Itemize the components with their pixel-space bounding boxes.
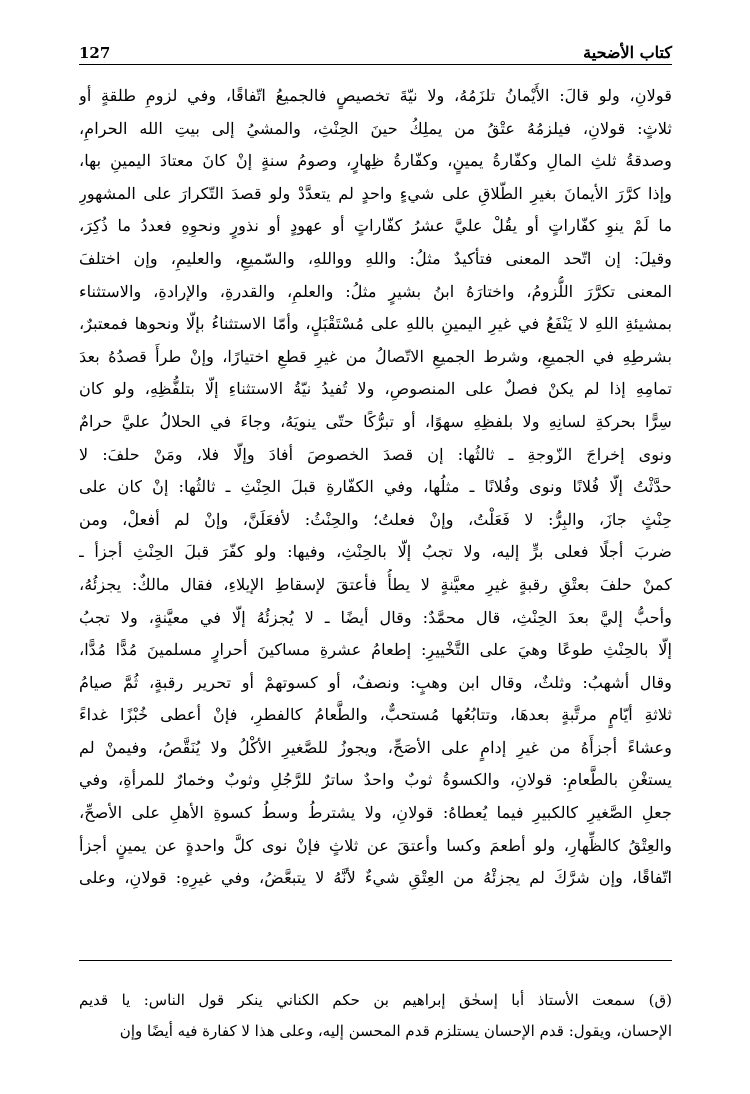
text-line: ما لَمْ ينوِ كفّاراتٍ أو يقُلْ عليَّ عشرُ كفّاراتٍ أو عهودٍ أو نذورٍ ونحوِهِ فعددُ ما ذُكِرَ، xyxy=(79,216,672,236)
text-line: المعنى تكرَّرَ اللُّزومُ، واختارَهُ ابنُ بشيرٍ مثلُ: والعلمِ، والقدرةِ، والإرادةِ، والاستثناء xyxy=(79,281,672,301)
text-line: سِرًّا بحركةِ لسانِهِ ولا بلفظِهِ سهوًا، أو تبرُّكًا حتّى ينويَهُ، وجاءَ في الحلالُ عليَّ حرامٌ xyxy=(79,411,672,431)
text-line: ضربَ أجلًا فعلى برٍّ إليه، ولا تجبُ إلّا بالحِنْثِ، وفيها: ولو كفّرَ قبلَ الحِنْثِ أجزأ ـ xyxy=(79,542,672,562)
text-line: وإذا كرَّرَ الأيمانَ بغيرِ الطّلاقِ على شيءٍ واحدٍ لم يتعدَّدْ ولو قصدَ التّكرارَ على المشهورِ xyxy=(79,183,672,203)
footnote xyxy=(79,985,672,1047)
text-line: كمنْ حلفَ بعتْقِ رقبةٍ غيرِ معيَّنةٍ لا يطأُ فأعتقَ لإسقاطِ الإيلاءِ، فقال مالكٌ: يجزئُهُ، xyxy=(79,574,672,594)
text-line: وقيلَ: إن اتّحد المعنى فتأكيدٌ مثلُ: واللهِ وواللهِ، والسّميعِ، والعليمِ، وإن اختلفَ xyxy=(79,248,672,268)
text-line: بمشيئةِ اللهِ لا يَنْفَعُ في غيرِ اليمينِ باللهِ على مُسْتَقْبَلٍ، وأمّا الاستثناءُ بإلّا ونحوها فمعتبرٌ، xyxy=(79,314,672,334)
text-line: ثلاثةِ أيّامٍ مرتَّبةٍ بعدهَا، وتتابُعُها مُستحبٌّ، والطَّعامُ كالفطرِ، فإنْ أعطى خُبْزًا غداءً xyxy=(79,705,672,725)
text-line: وقال أشهبُ: وثلثٌ، وقال ابن وهبٍ: ونصفٌ، أو كسوتهمْ أو تحرير رقبةٍ، ثُمَّ صيامُ xyxy=(79,672,672,692)
page-header xyxy=(79,34,672,65)
text-line: والعِتْقُ كالظِّهارِ، ولو أطعمَ وكسا وأعتقَ عن ثلاثٍ فإنْ نوى كلَّ واحدةٍ عن يمينٍ أجزأ xyxy=(79,835,672,855)
text-line: ونوى إخراجَ الزّوجةِ ـ ثالثُها: إن قصدَ الخصوصَ أفادَ وإلّا فلا، ومَنْ حلفَ: لا xyxy=(79,444,672,464)
text-line: حِنْثٍ جازَ، والبِرُّ: لا فَعَلْتُ، وإنْ فعلتُ؛ والحِنْثُ: لأفعَلَنَّ، وإنْ لم أفعلْ، ومن xyxy=(79,509,672,529)
text-line: تمامِهِ إذا لم يكنْ فصلٌ على المنصوصِ، ولا تُفيدُ نيّةُ الاستثناءِ إلّا بتلفُّظِهِ، ولو كان xyxy=(79,379,672,399)
running-title: كتاب الأضحية xyxy=(583,43,672,62)
footnote-line: الإحسان، ويقول: قدم الإحسان يستلزم قدم المحسن إليه، وعلى هذا لا كفارة فيه أيضًا وإن xyxy=(119,1022,672,1040)
page-number: 127 xyxy=(79,44,111,62)
text-line: وعشاءً أجزأَهُ من غيرِ إدامٍ على الأصَحِّ، ويجوزُ للصَّغيرِ الأكْلُ ولا يُنَقَّصُ، وفيمنْ لم xyxy=(79,737,672,757)
text-line: إلّا بالحِنْثِ طوعًا وهيَ على التَّخْييرِ: إطعامُ عشرةِ مساكينَ أحرارٍ مسلمينَ مُدًّا مُدًّا، xyxy=(79,640,672,660)
main-text xyxy=(79,80,672,895)
text-line: جعلِ الصَّغيرِ كالكبيرِ فيما يُعطاهُ: قولانِ، ولا يشترطُ وسطُ كسوةِ الأهلِ على الأصحِّ، xyxy=(79,803,672,823)
text-line: قولانِ، ولو قالَ: الأَيْمانُ تلزَمُهُ، ولا نيّةَ تخصيصٍ فالجميعُ اتّفاقًا، وفي لزومِ طلقةٍ أو xyxy=(79,86,672,105)
text-line: اتّفاقًا، وإن شرَّكَ لم يجزئْهُ من العِتْقِ شيءٌ لأنَّهُ لا يتبعَّضُ، وفي غيرِهِ: قولانِ، وعلى xyxy=(79,868,672,888)
text-line: حدَّثْتُ إلّا فُلانًا ونوى وفُلانًا ـ مثلُها، وفي الكفّارةِ قبلَ الحِنْثِ ـ ثالثُها: إنْ كان على xyxy=(79,477,672,497)
footnote-separator xyxy=(79,960,672,961)
text-line: بشرطِهِ في الجميعِ، وشرط الجميعِ الاتّصالُ من غيرِ قطعِ اختيارًا، وإنْ طرأَ قصدُهُ بعدَ xyxy=(79,346,672,366)
footnote-line: (ق) سمعت الأستاذ أبا إسحٰق إبراهيم بن حكم الكناني ينكر قول الناس: يا قديم xyxy=(79,991,672,1009)
text-line: يستغْنِ بالطَّعامِ: قولانِ، والكسوةُ ثوبٌ واحدٌ ساترٌ للرَّجُلِ وثوبٌ وخمارٌ للمرأةِ، وفي xyxy=(79,770,672,790)
text-line: وصدقةُ ثلثِ المالِ وكفّارةُ يمينٍ، وكفّارةُ ظِهارٍ، وصومُ سنةٍ إنْ كانَ معتادَ اليمينِ بها، xyxy=(79,151,672,171)
text-line: ثلاثٍ: قولانِ، فيلزمُهُ عتْقُ من يملِكُ حينَ الحِنْثِ، والمشيُ إلى بيتِ الله الحرامِ، xyxy=(79,118,672,138)
text-line: وأحبُّ إليَّ بعدَ الحِنْثِ، قال محمَّدٌ: وقال أيضًا ـ لا يُجزئُهُ إلّا في معيَّنةٍ، ولا تجبُ xyxy=(79,607,672,627)
